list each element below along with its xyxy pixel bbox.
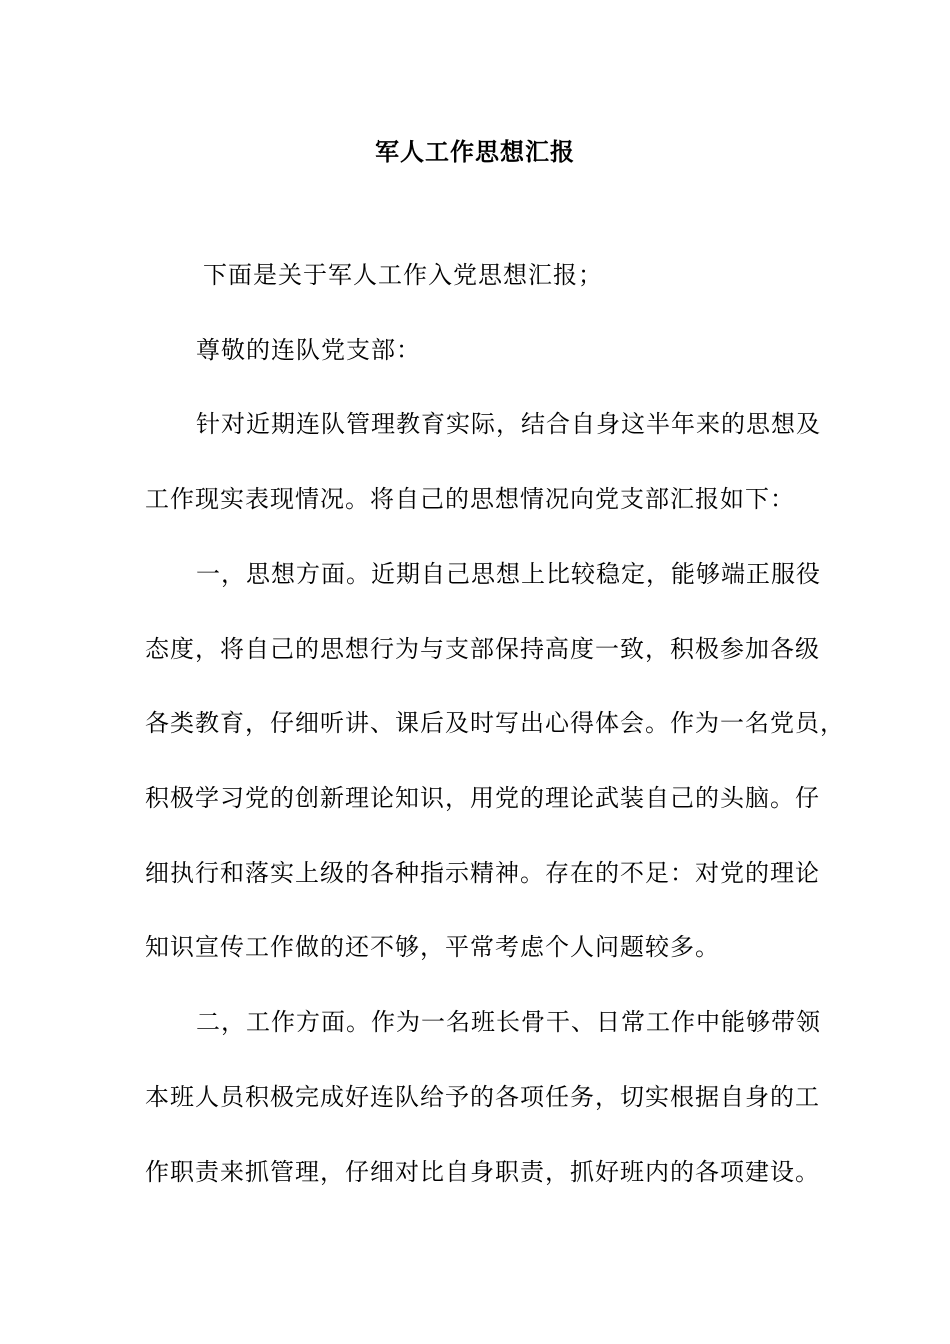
salutation-line: 尊敬的连队党支部： [196, 336, 421, 364]
paragraph-2-line-6: 知识宣传工作做的还不够，平常考虑个人问题较多。 [145, 933, 720, 961]
paragraph-1-line-2: 工作现实表现情况。将自己的思想情况向党支部汇报如下： [145, 485, 795, 513]
document-title: 军人工作思想汇报 [375, 137, 575, 166]
paragraph-2-line-2: 态度，将自己的思想行为与支部保持高度一致，积极参加各级 [145, 635, 820, 663]
paragraph-3-line-2: 本班人员积极完成好连队给予的各项任务，切实根据自身的工 [145, 1083, 820, 1111]
paragraph-2-line-4: 积极学习党的创新理论知识，用党的理论武装自己的头脑。仔 [145, 784, 820, 812]
paragraph-3-line-1: 二，工作方面。作为一名班长骨干、日常工作中能够带领 [196, 1008, 821, 1036]
intro-line: 下面是关于军人工作入党思想汇报； [203, 261, 603, 289]
paragraph-2-line-5: 细执行和落实上级的各种指示精神。存在的不足：对党的理论 [145, 859, 820, 887]
paragraph-1-line-1: 针对近期连队管理教育实际，结合自身这半年来的思想及 [196, 410, 821, 438]
paragraph-2-line-1: 一，思想方面。近期自己思想上比较稳定，能够端正服役 [196, 560, 821, 588]
paragraph-3-line-3: 作职责来抓管理，仔细对比自身职责，抓好班内的各项建设。 [145, 1158, 820, 1186]
paragraph-2-line-3: 各类教育，仔细听讲、课后及时写出心得体会。作为一名党员， [145, 709, 845, 737]
